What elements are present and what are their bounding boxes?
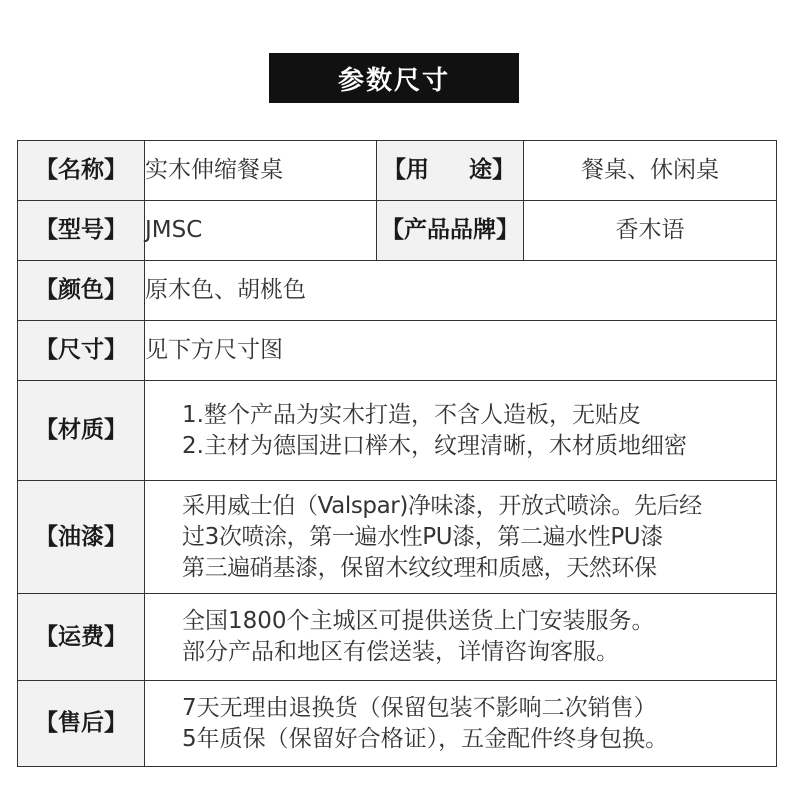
material-line: 1.整个产品为实木打造，不含人造板，无贴皮 [182,401,641,428]
paint-line: 采用威士伯（Valspar)净味漆，开放式喷涂。先后经 [182,492,702,519]
brand-value: 香木语 [524,201,777,261]
table-row-size [18,321,777,381]
paint-line: 第三遍硝基漆，保留木纹纹理和质感，天然环保 [182,554,657,581]
table-row-material [18,381,777,481]
table-row-model-brand [18,201,777,261]
paint-value [145,481,777,594]
color-label: 【颜色】 [18,261,145,321]
aftersale-label: 【售后】 [18,681,145,767]
size-value: 见下方尺寸图 [145,321,777,381]
use-value: 餐桌、休闲桌 [524,141,777,201]
material-line: 2.主材为德国进口榉木，纹理清晰，木材质地细密 [182,432,687,459]
shipping-line: 全国1800个主城区可提供送货上门安装服务。 [182,608,655,634]
name-value: 实木伸缩餐桌 [145,141,377,201]
paint-label: 【油漆】 [18,481,145,594]
table-row-shipping [18,594,777,681]
use-label [377,141,524,201]
page-title: 参数尺寸 [269,53,519,103]
spec-table [17,140,777,767]
brand-label: 【产品品牌】 [377,201,524,261]
shipping-label: 【运费】 [18,594,145,681]
aftersale-line: 5年质保（保留好合格证），五金配件终身包换。 [182,725,669,752]
material-value [145,381,777,481]
color-value: 原木色、胡桃色 [145,261,777,321]
aftersale-value [145,681,777,767]
table-row-paint [18,481,777,594]
paint-line: 过3次喷涂，第一遍水性PU漆，第二遍水性PU漆 [182,523,663,550]
model-label: 【型号】 [18,201,145,261]
shipping-line: 部分产品和地区有偿送装，详情咨询客服。 [182,639,619,665]
shipping-value [145,594,777,681]
model-value: JMSC [145,201,377,261]
table-row-name-use [18,141,777,201]
use-label-open: 【用 [383,157,429,183]
size-label: 【尺寸】 [18,321,145,381]
aftersale-line: 7天无理由退换货（保留包装不影响二次销售） [182,694,657,721]
name-label: 【名称】 [18,141,145,201]
use-label-close: 途】 [469,157,515,183]
table-row-aftersale [18,681,777,767]
table-row-color [18,261,777,321]
material-label: 【材质】 [18,381,145,481]
